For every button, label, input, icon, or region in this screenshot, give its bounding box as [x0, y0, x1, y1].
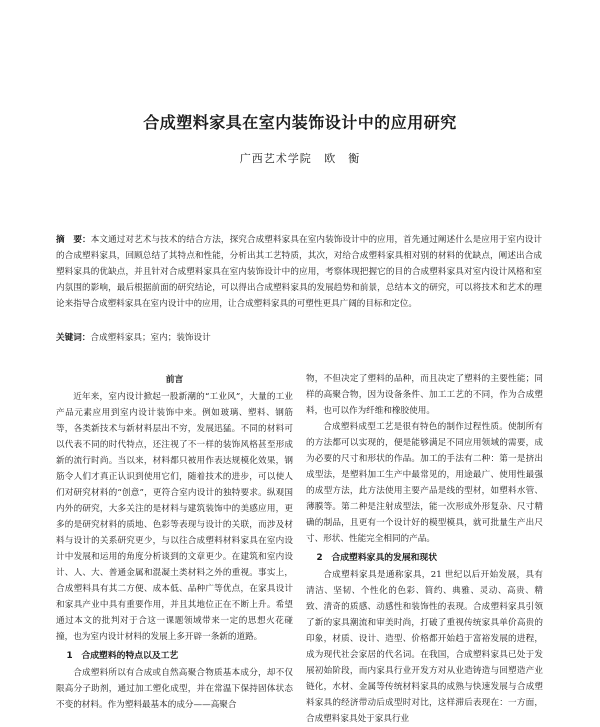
abstract-label: 摘 要： [56, 235, 91, 245]
paragraph-1: 合成塑料所以有合成或自然高聚合物质基本成分，却不仅限高分子助剂，通过加工塑化成型，并在常温下保持固体状态不变的材料。作为塑料最基本的成分——高聚合 [56, 668, 293, 710]
abstract [56, 232, 542, 312]
section-heading-2: 2 合成塑料家具的发展和现状 [316, 553, 438, 563]
keywords-text: 合成塑料家具；室内；装饰设计 [90, 333, 211, 343]
keywords [56, 331, 542, 345]
left-column [56, 371, 293, 713]
author-name: 欧 衡 [324, 152, 361, 165]
paragraph-continued: 物，不但决定了塑料的品种，而且决定了塑料的主要性能；同样的高聚合物，因为设备条件、加工工艺的不同，作为合成塑料，也可以作为纤维和橡胶使用。 [306, 374, 543, 416]
paragraph-2: 合成塑料成型工艺是很有特色的制作过程性质。使制所有的方法都可以实现的，便是能够满足不同应用领域的需要，成为必要的尺寸和形状的作品。加工的手法有二种：第一是挤出成型法，是塑料加工生产中最常见的，用途最广、使用性最强的成型方法，此方法使用主要产品是线的型材，如塑料水管、薄膜等。第二种是注射成型法，能一次形成外形复杂、尺寸精确的制品，且更有一个设计好的模型模具，就可批量生产出尺寸、形状、性能完全相同的产品。 [306, 422, 543, 544]
section-heading-intro: 前言 [165, 375, 184, 385]
paper-title: 合成塑料家具在室内装饰设计中的应用研究 [143, 113, 457, 132]
keywords-label: 关键词： [56, 333, 91, 343]
paragraph-intro: 近年来，室内设计掀起一股新潮的“工业风”，大量的工业产品元素应用到室内设计装饰中来。例如玻璃、塑料、钢筋等，各类新技术与新材料层出不穷，发展迅猛。不同的材料可以代表不同的时代特点，还注视了不一样的装饰风格甚至形成新的流行时尚。当以来，材料都只被用作表达规模化效果，钢筋令人们才真正认识到使用它们，随着技术的进步，可以使人们对研究材料的“创意”，更符合室内设计的独特要求。纵观国内外的研究，大多关注的是材料与建筑装饰中的美感应用，更多的是研究材料的质地、色彩等表现与设计的关联，而涉及材料与设计的关系研究更少，与以往合成塑料材料家具在室内设计中发展和运用的角度分析谈到的文章更少。在建筑和室内设计、人、大、普通金属和混凝土类材料之外的重视。事实上，合成塑料具有其二方便、成本低、品种广等优点，在家具设计和家具产业中具有重要作用，并且其地位正在不断上升。希望通过本文的批判对于合这一课题领域带来一定的思想火花碰撞，也为室内设计材料的发展上多开辟一条新的道路。 [56, 392, 293, 642]
author-line [0, 150, 600, 166]
right-column [306, 371, 543, 727]
section-heading-1: 1 合成塑料的特点以及工艺 [66, 651, 179, 661]
abstract-text: 本文通过对艺术与技术的结合方法，探究合成塑料家具在室内装饰设计中的应用，首先通过阐述什么是应用于室内设计的合成塑料家具，回顾总结了其特点和性能，分析出其工艺特质，其次，对给合成塑料家具相对别的材料的优缺点，阐述出合成塑料家具的优缺点，并且针对合成塑料家具在室内装饰设计中的应用，考察体现把握它的目的合成塑料家具对室内设计风格和室内氛围的影响，最后根据前面的研究结论，可以得出合成塑料家具的发展趋势和前景，总结本文的研究，可以将技术和艺术的理论来指导合成塑料家具在室内设计中的应用，让合成塑料家具的可塑性更具广阔的目标和定位。 [56, 235, 542, 309]
affiliation: 广西艺术学院 [239, 152, 312, 165]
paragraph-3: 合成塑料家具是通称家具，21 世纪以后开始发展，具有清洁、坚韧、个性化的色彩、简约、典雅、灵动、高贵、精致、清奇的质感、动感性和装饰性的表现。合成塑料家具引领了新的家具潮流和审美时尚，打破了重视传统家具单价高贵的印象，材质、设计、造型、价格都开始趋于富裕发展的进程，成为现代社会家居的代名词。在我国，合成塑料家具已处于发展初始阶段，而内家具行业开发方对从业造铸造与回塑造产业链化，水材、金属等传统材料家具的成熟与快速发展与合成塑料家具的经济带动后成型时对比，这样滞后表现在：一方面，合成塑料家具处于家具行业 [306, 570, 543, 724]
